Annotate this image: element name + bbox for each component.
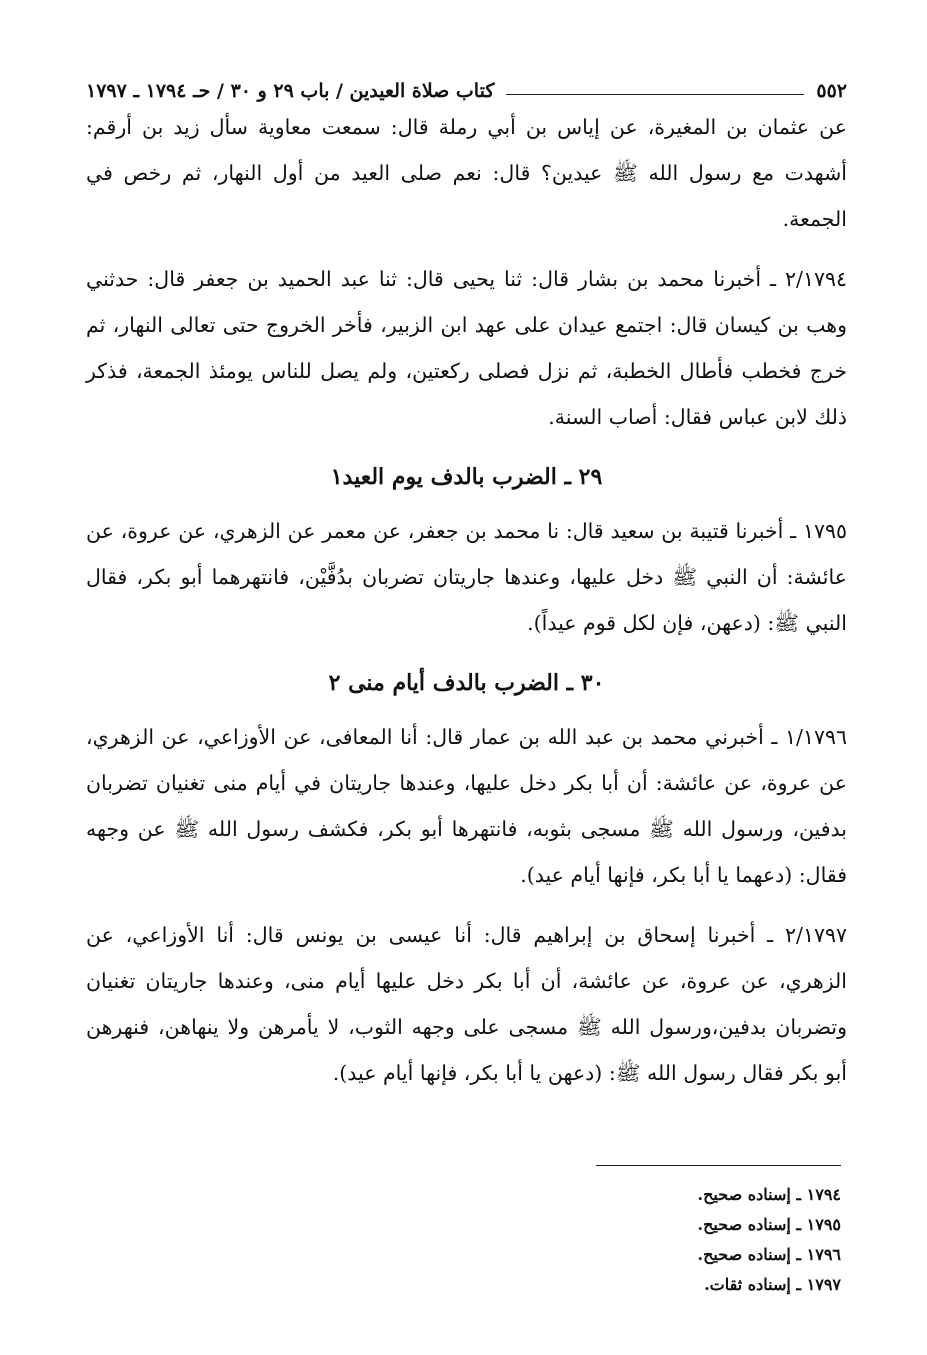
paragraph-hadith-1795: ١٧٩٥ ـ أخبرنا قتيبة بن سعيد قال: نا محمد بن جعفر، عن معمر عن الزهري، عن عروة، عن عائشة: أن النبي ﷺ دخل عليها، وعندها جاريتان تضربان بدُفَّيْن، فانتهرهما أبو بكر، فقال النبي ﷺ: (دعهن، فإن لكل قوم عيداً). xyxy=(86,519,847,635)
footnote-separator xyxy=(596,1165,841,1166)
header-rule xyxy=(506,94,804,95)
paragraph-hadith-1797-2: ٢/١٧٩٧ ـ أخبرنا إسحاق بن إبراهيم قال: أنا عيسى بن يونس قال: أنا الأوزاعي، عن الزهري، عن عروة، عن عائشة، أن أبا بكر دخل عليها أيام منى، وعندها جاريتان تغنيان وتضربان بدفين،ورسول الله ﷺ مسجى على وجهه الثوب، لا يأمرهن ولا ينهاهن، فنهرهن أبو بكر فقال رسول الله ﷺ: (دعهن يا أبا بكر، فإنها أيام عيد). xyxy=(86,923,847,1085)
footnote-item: ١٧٩٦ ـ إسناده صحيح. xyxy=(697,1245,841,1264)
paragraph-hadith-1796-1: ١/١٧٩٦ ـ أخبرني محمد بن عبد الله بن عمار قال: أنا المعافى، عن الأوزاعي، عن الزهري، عن عروة، عن عائشة: أن أبا بكر دخل عليها، وعندها جاريتان في أيام منى تغنيان تضربان بدفين، ورسول الله ﷺ مسجى بثوبه، فانتهرها أبو بكر، فكشف رسول الله ﷺ عن وجهه فقال: (دعهما يا أبا بكر، فإنها أيام عيد). xyxy=(86,725,847,887)
paragraph-continuation: عن عثمان بن المغيرة، عن إياس بن أبي رملة قال: سمعت معاوية سأل زيد بن أرقم: أشهدت مع رسول الله ﷺ عيدين؟ قال: نعم صلى العيد من أول النهار، ثم رخص في الجمعة. xyxy=(86,115,847,231)
footnotes xyxy=(441,1180,841,1300)
main-text xyxy=(86,104,847,1096)
footnote-item: ١٧٩٥ ـ إسناده صحيح. xyxy=(697,1215,841,1234)
running-title: كتاب صلاة العيدين / باب ٢٩ و ٣٠ / حـ ١٧٩٤ ـ ١٧٩٧ xyxy=(86,80,495,102)
paragraph-hadith-1794-2: ٢/١٧٩٤ ـ أخبرنا محمد بن بشار قال: ثنا يحيى قال: ثنا عبد الحميد بن جعفر قال: حدثني وهب بن كيسان قال: اجتمع عيدان على عهد ابن الزبير، فأخر الخروج حتى تعالى النهار، ثم خرج فخطب فأطال الخطبة، ثم نزل فصلى ركعتين، ولم يصل للناس يومئذ الجمعة، فذكر ذلك لابن عباس فقال: أصاب السنة. xyxy=(86,267,847,429)
page-number: ٥٥٢ xyxy=(816,80,847,102)
footnote-item: ١٧٩٧ ـ إسناده ثقات. xyxy=(704,1275,841,1294)
section-heading-29: ٢٩ ـ الضرب بالدف يوم العيد١ xyxy=(330,464,603,490)
section-heading-30: ٣٠ ـ الضرب بالدف أيام منى ٢ xyxy=(328,670,605,696)
running-header xyxy=(86,62,847,102)
footnote-item: ١٧٩٤ ـ إسناده صحيح. xyxy=(697,1185,841,1204)
